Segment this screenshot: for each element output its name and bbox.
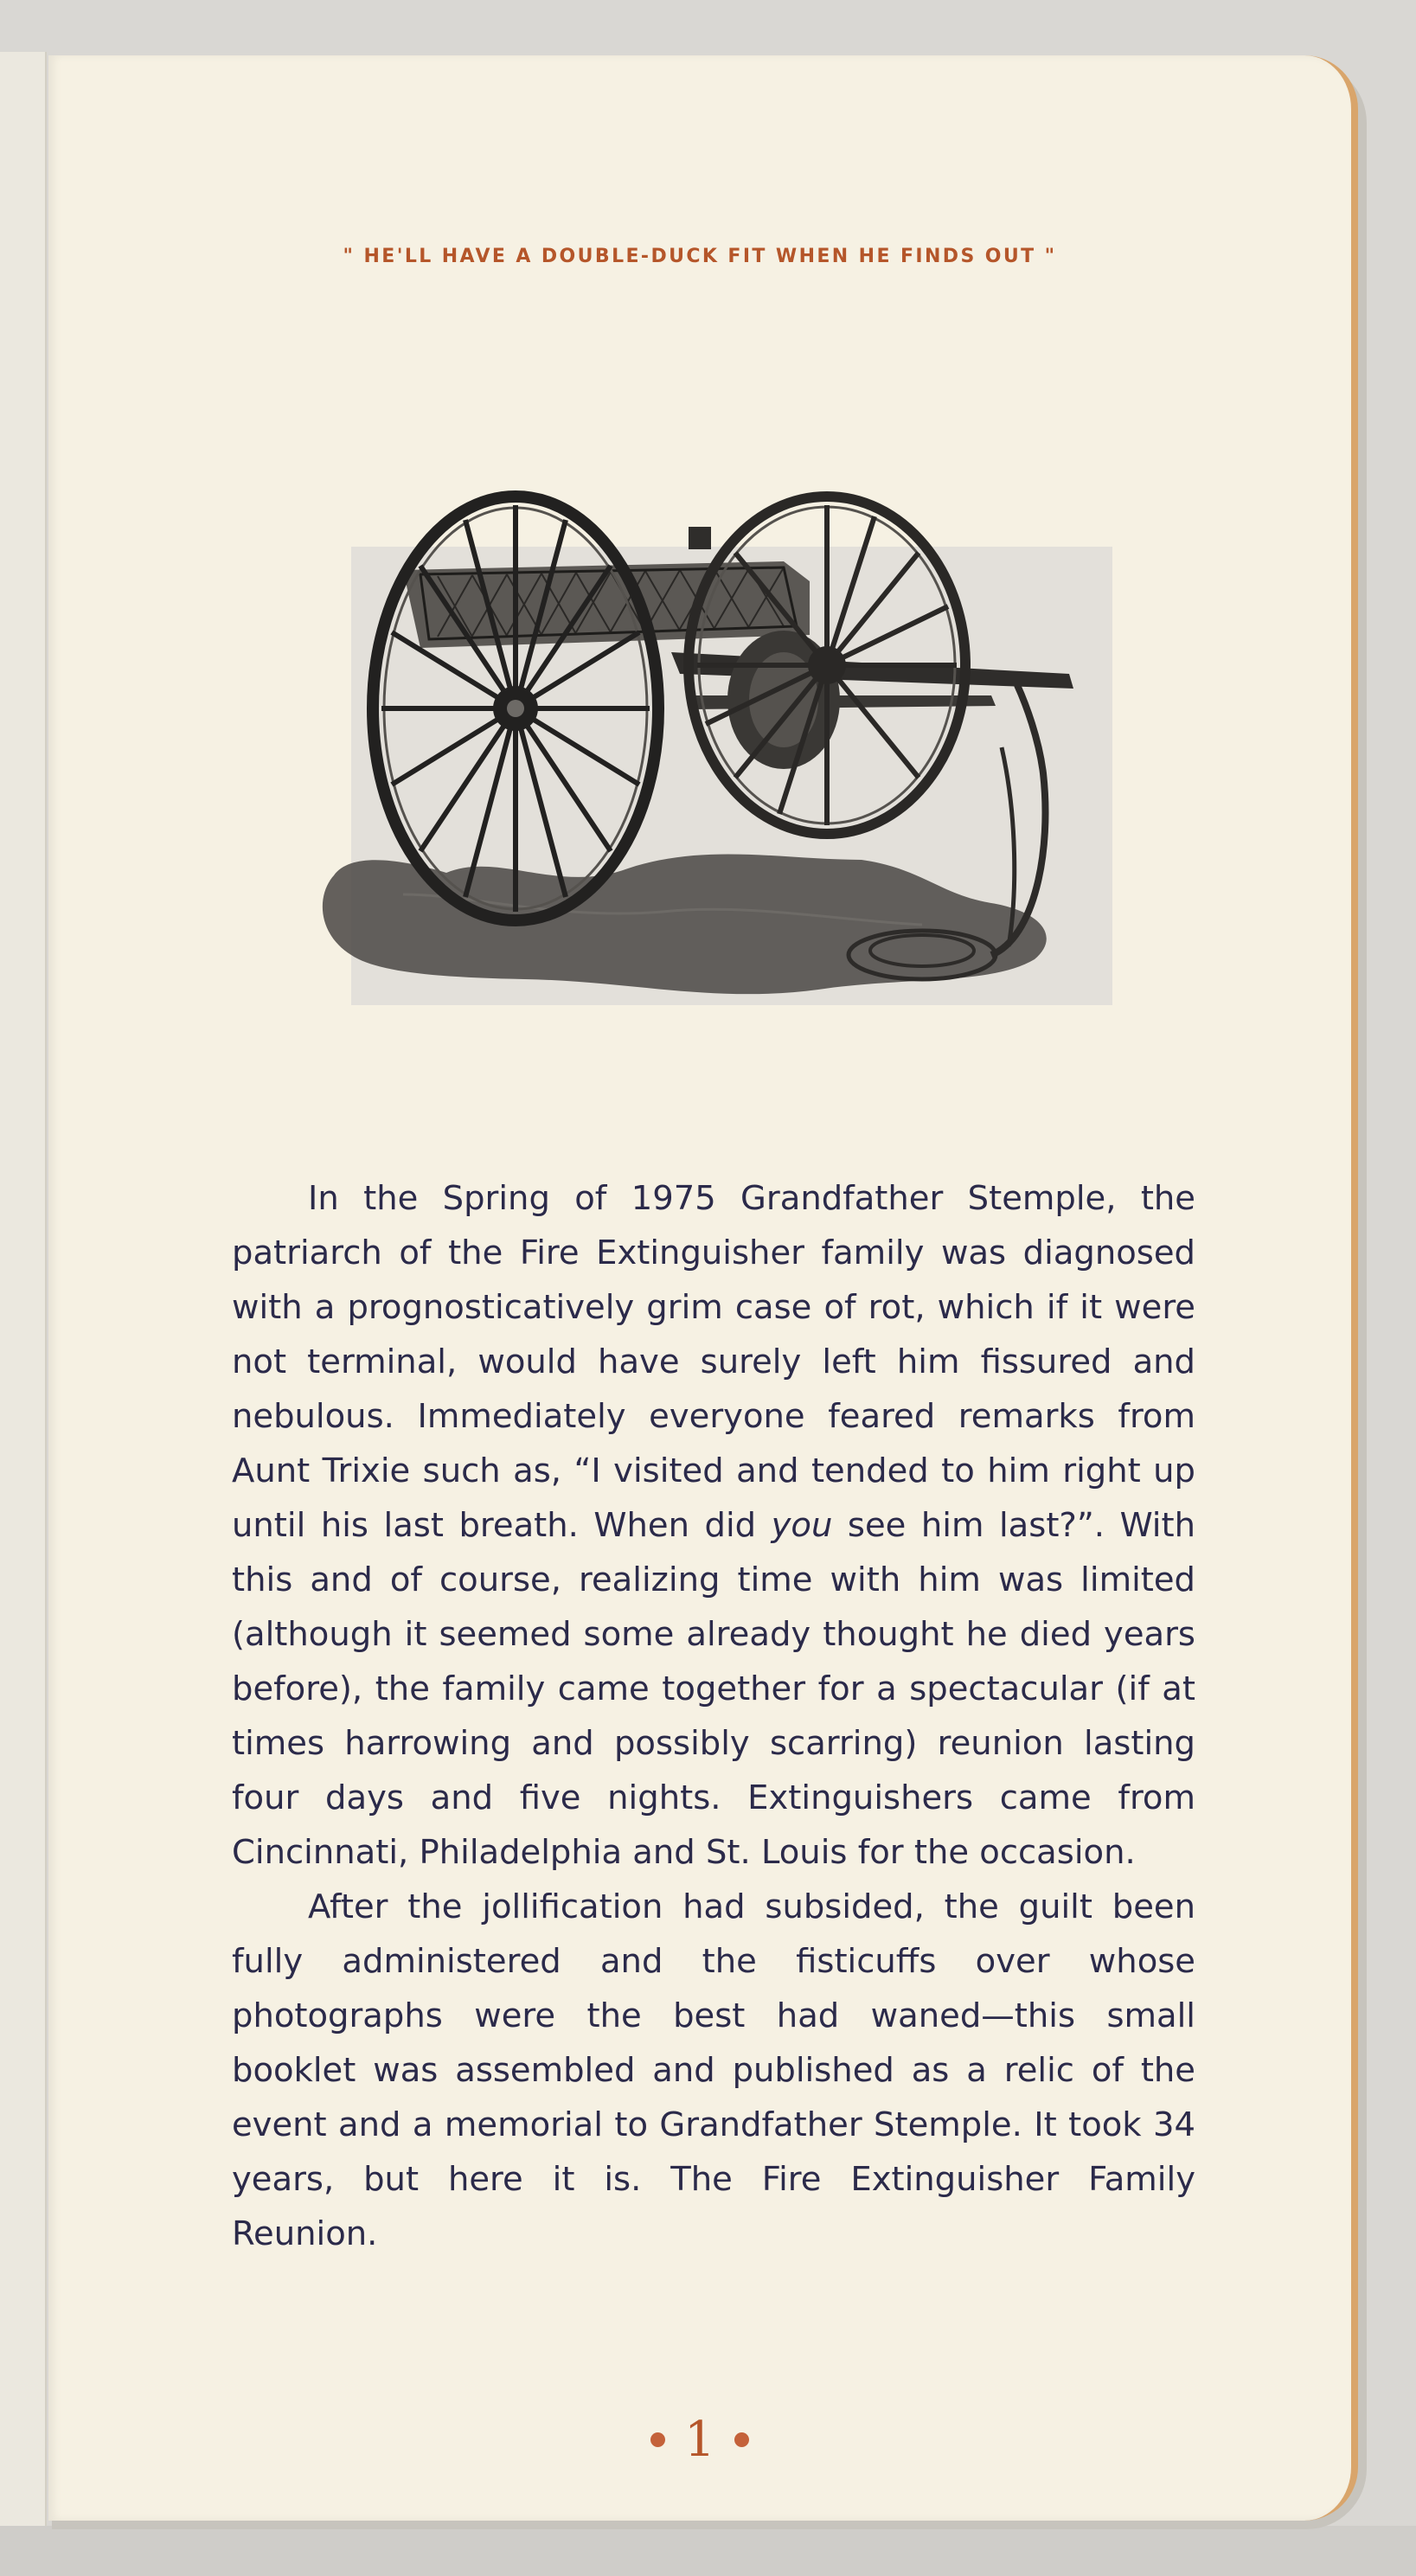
paragraph-2: After the jollification had subsided, the guilt been fully administered and the fisticuffs over whose photographs were the best had waned—this small booklet was assembled and published as a relic of the event and a memorial to Grandfather Stemple. It took 34 years, but here it is. The Fire Extinguisher Family Reunion. [232, 1887, 1195, 2253]
paragraph-1 [232, 1171, 1195, 1880]
bullet-ornament-right [734, 2432, 749, 2447]
running-head: " HE'LL HAVE A DOUBLE-DUCK FIT WHEN HE FINDS OUT " [343, 246, 1057, 267]
facing-page-edge [0, 52, 47, 2526]
booklet-page [48, 55, 1358, 2521]
paragraph-1-part-b: see him last?”. With this and of course, realizing time with him was limited (although it seemed some already thought he died years before), the family came together for a spectacular (if at times harrowing and possibly scarring) reunion lasting four days and five nights. Extinguishers came from Cincinnati, Philadelphia and St. Louis for the occasion. [232, 1506, 1195, 1872]
body-text [232, 1171, 1195, 2261]
page-number [48, 2412, 1351, 2468]
paragraph-1-part-a: In the Spring of 1975 Grandfather Stemple, the patriarch of the Fire Extinguisher family was diagnosed with a prognosticatively grim case of rot, which if it were not terminal, would have surely left him fissured and nebulous. Immediately everyone feared remarks from Aunt Trixie such as, “I visited and tended to him right up until his last breath. When did [232, 1179, 1195, 1545]
paragraph-1-emphasis: you [771, 1506, 833, 1545]
bullet-ornament-left [650, 2432, 665, 2447]
hose-cart-illustration [299, 488, 1121, 1041]
page-number-value: 1 [684, 2412, 715, 2468]
backdrop [0, 2526, 1416, 2576]
